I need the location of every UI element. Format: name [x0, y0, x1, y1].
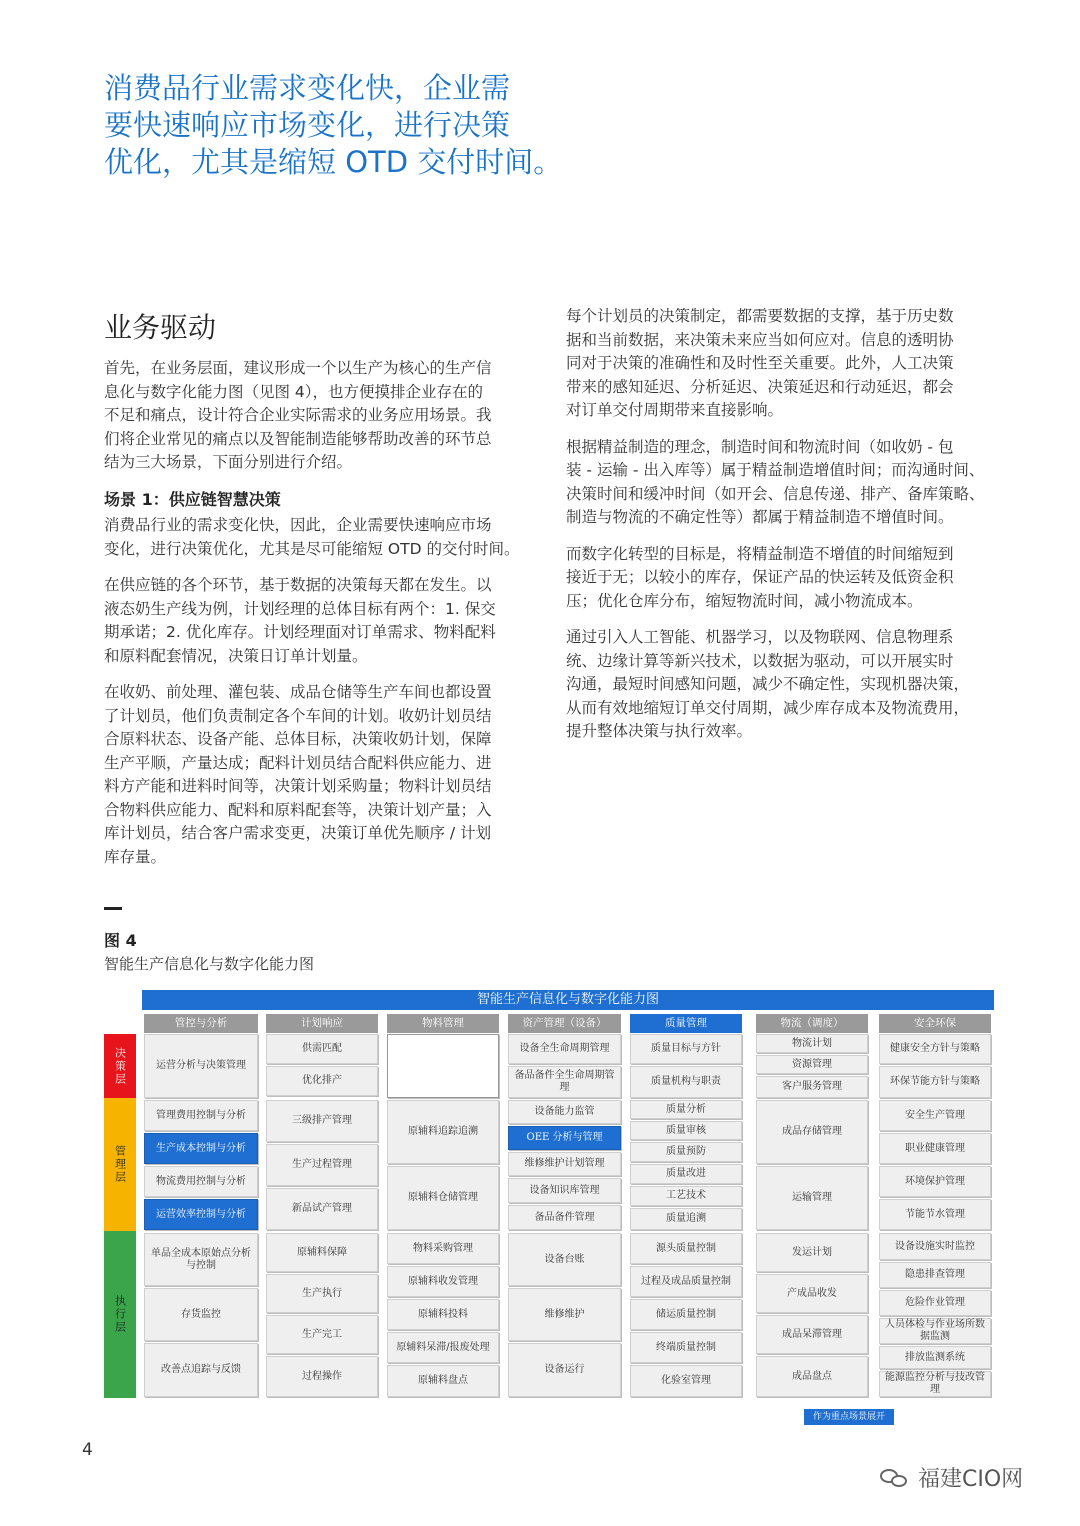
text-line: 合物料供应能力、配料和原料配套等，决策计划产量；入 [104, 800, 492, 819]
scenario-title: 场景 1：供应链智慧决策 [104, 489, 281, 509]
empty-cell [387, 1034, 499, 1098]
capability-cell: 供需匹配 [266, 1034, 378, 1064]
text-line: 首先，在业务层面，建议形成一个以生产为核心的生产信 [104, 359, 492, 377]
text-line: 统、边缘计算等新兴技术，以数据为驱动，可以开展实时 [566, 651, 954, 670]
text-line: 库计划员，结合客户需求变更，决策订单优先顺序 / 计划 [104, 824, 492, 842]
capability-cell: 原辅料盘点 [387, 1365, 499, 1397]
diagram-banner: 智能生产信息化与数字化能力图 [142, 990, 994, 1010]
capability-cell: 健康安全方针与策略 [879, 1034, 991, 1064]
capability-cell: 终端质量控制 [630, 1332, 742, 1363]
headline-line: 消费品行业需求变化快，企业需 [104, 71, 511, 105]
capability-cell: 质量追溯 [630, 1208, 742, 1230]
capability-cell: 设备设施实时监控 [879, 1233, 991, 1260]
paragraph [104, 514, 518, 561]
capability-cell: 生产完工 [266, 1315, 378, 1354]
section-title: 业务驱动 [104, 311, 217, 344]
capability-cell: 管理费用控制与分析 [144, 1100, 258, 1131]
wechat-icon [880, 1467, 910, 1489]
figure-divider [104, 907, 122, 910]
capability-cell-highlight: OEE 分析与管理 [508, 1126, 621, 1150]
layer-label: 管理层 [113, 1145, 127, 1184]
capability-cell: 产成品收发 [756, 1274, 868, 1313]
capability-cell: 成品存储管理 [756, 1100, 868, 1164]
column-head: 物料管理 [387, 1014, 499, 1033]
paragraph [104, 681, 518, 869]
headline [104, 70, 563, 181]
paragraph [104, 574, 518, 668]
text-line: 们将企业常见的痛点以及智能制造能够帮助改善的环节总 [104, 429, 492, 448]
capability-cell: 过程及成品质量控制 [630, 1266, 742, 1297]
capability-cell: 化验室管理 [630, 1365, 742, 1397]
text-line: 制造与物流的不确定性等）都属于精益制造不增值时间。 [566, 508, 954, 526]
capability-cell: 环保节能方针与策略 [879, 1066, 991, 1098]
capability-cell: 能源监控分析与技改管理 [879, 1371, 991, 1397]
capability-cell: 人员体检与作业场所数据监测 [879, 1318, 991, 1344]
capability-cell: 节能节水管理 [879, 1199, 991, 1230]
capability-cell: 客户服务管理 [756, 1076, 868, 1098]
capability-cell: 存货监控 [144, 1288, 258, 1341]
text-line: 了计划员，他们负责制定各个车间的计划。收奶计划员结 [104, 706, 492, 725]
text-line: 通过引入人工智能、机器学习，以及物联网、信息物理系 [566, 628, 954, 646]
capability-cell: 职业健康管理 [879, 1133, 991, 1164]
capability-cell: 单品全成本原始点分析与控制 [144, 1233, 258, 1286]
headline-line: 要快速响应市场变化，进行决策 [104, 108, 511, 142]
capability-cell: 设备运行 [508, 1343, 621, 1397]
watermark-text: 福建CIO网 [918, 1467, 1024, 1492]
text-line: 从而有效地缩短订单交付周期，减少库存成本及物流费用， [566, 698, 970, 717]
capability-cell: 排放监测系统 [879, 1346, 991, 1369]
text-line: 在供应链的各个环节，基于数据的决策每天都在发生。以 [104, 576, 492, 594]
text-line: 期承诺；2. 优化库存。计划经理面对订单需求、物料配料 [104, 623, 496, 641]
text-line: 和原料配套情况，决策日订单计划量。 [104, 646, 368, 665]
layer-management [104, 1098, 136, 1231]
capability-cell: 危险作业管理 [879, 1290, 991, 1316]
capability-cell: 改善点追踪与反馈 [144, 1343, 258, 1397]
capability-cell: 工艺技术 [630, 1186, 742, 1206]
capability-cell: 运营分析与决策管理 [144, 1034, 258, 1098]
text-line: 决策时间和缓冲时间（如开会、信息传递、排产、备库策略、 [566, 484, 985, 503]
text-line: 消费品行业的需求变化快，因此，企业需要快速响应市场 [104, 516, 492, 534]
text-line: 沟通，最短时间感知问题，减少不确定性，实现机器决策， [566, 675, 970, 693]
capability-cell: 质量改进 [630, 1164, 742, 1184]
column-head: 计划响应 [266, 1014, 378, 1033]
capability-cell: 质量分析 [630, 1100, 742, 1119]
capability-cell: 质量审核 [630, 1121, 742, 1140]
column-head: 质量管理 [630, 1014, 742, 1033]
text-line: 压；优化仓库分布，缩短物流时间，减小物流成本。 [566, 591, 923, 610]
text-line: 不足和痛点，设计符合企业实际需求的业务应用场景。我 [104, 406, 492, 424]
capability-cell: 新品试产管理 [266, 1188, 378, 1230]
capability-cell: 环境保护管理 [879, 1166, 991, 1197]
text-line: 息化与数字化能力图（见图 4），也方便摸排企业存在的 [104, 382, 484, 401]
column-head: 物流（调度） [756, 1014, 868, 1033]
column-head: 资产管理（设备） [508, 1014, 621, 1033]
capability-cell: 物流费用控制与分析 [144, 1166, 258, 1197]
text-line: 装 - 运输 - 出入库等）属于精益制造增值时间；而沟通时间、 [566, 461, 985, 479]
capability-cell: 生产执行 [266, 1274, 378, 1313]
paragraph [566, 305, 980, 423]
paragraph [566, 626, 980, 744]
text-line: 液态奶生产线为例，计划经理的总体目标有两个：1. 保交 [104, 599, 496, 618]
page-number: 4 [82, 1440, 93, 1460]
text-line: 提升整体决策与执行效率。 [566, 722, 753, 740]
text-line: 库存量。 [104, 847, 167, 866]
capability-cell: 质量预防 [630, 1142, 742, 1162]
text-line: 在收奶、前处理、灌包装、成品仓储等生产车间也都设置 [104, 683, 492, 701]
text-line: 料方产能和进料时间等，决策计划采购量；物料计划员结 [104, 777, 492, 795]
capability-cell: 备品备件管理 [508, 1205, 621, 1230]
watermark [880, 1462, 1023, 1493]
text-line: 每个计划员的决策制定，都需要数据的支撑，基于历史数 [566, 307, 954, 325]
layer-decision [104, 1034, 136, 1098]
capability-cell-highlight: 生产成本控制与分析 [144, 1133, 258, 1164]
capability-cell: 生产过程管理 [266, 1144, 378, 1186]
capability-cell: 原辅料保障 [266, 1233, 378, 1272]
text-line: 接近于无；以较小的库存，保证产品的快运转及低资金积 [566, 568, 954, 586]
capability-cell: 原辅料收发管理 [387, 1266, 499, 1297]
capability-cell-highlight: 运营效率控制与分析 [144, 1199, 258, 1230]
capability-cell: 储运质量控制 [630, 1299, 742, 1330]
text-line: 合原料状态、设备产能、总体目标，决策收奶计划，保障 [104, 730, 492, 748]
text-line: 根据精益制造的理念，制造时间和物流时间（如收奶 - 包 [566, 437, 954, 456]
figure-label: 图 4 [104, 931, 137, 950]
capability-cell: 过程操作 [266, 1356, 378, 1397]
capability-cell: 成品呆滞管理 [756, 1315, 868, 1354]
text-line: 结为三大场景，下面分别进行介绍。 [104, 453, 353, 471]
capability-cell: 物料采购管理 [387, 1233, 499, 1264]
text-line: 而数字化转型的目标是，将精益制造不增值的时间缩短到 [566, 544, 954, 563]
capability-cell: 资源管理 [756, 1055, 868, 1074]
capability-cell: 源头质量控制 [630, 1233, 742, 1264]
capability-diagram [104, 990, 994, 1422]
capability-cell: 成品盘点 [756, 1356, 868, 1397]
text-line: 对订单交付周期带来直接影响。 [566, 401, 784, 419]
text-line: 带来的感知延迟、分析延迟、决策延迟和行动延迟，都会 [566, 377, 954, 396]
capability-cell: 维修维护计划管理 [508, 1152, 621, 1176]
capability-cell: 质量机构与职责 [630, 1066, 742, 1098]
capability-cell: 设备台账 [508, 1233, 621, 1286]
capability-cell: 三级排产管理 [266, 1100, 378, 1142]
text-line: 同对于决策的准确性和及时性至关重要。此外，人工决策 [566, 354, 954, 372]
legend-key: 作为重点场景展开 [804, 1409, 894, 1425]
column-head: 安全环保 [879, 1014, 991, 1033]
capability-cell: 维修维护 [508, 1288, 621, 1341]
column-head: 管控与分析 [144, 1014, 258, 1033]
capability-cell: 设备能力监管 [508, 1100, 621, 1124]
capability-cell: 原辅料呆滞/报废处理 [387, 1332, 499, 1363]
capability-cell: 运输管理 [756, 1166, 868, 1230]
capability-cell: 质量目标与方针 [630, 1034, 742, 1064]
capability-cell: 设备全生命周期管理 [508, 1034, 621, 1064]
right-column [566, 305, 985, 757]
capability-cell: 备品备件全生命周期管理 [508, 1066, 621, 1098]
text-line: 据和当前数据，来决策未来应当如何应对。信息的透明协 [566, 330, 954, 349]
capability-cell: 安全生产管理 [879, 1100, 991, 1131]
paragraph [566, 543, 980, 614]
layer-label: 决策层 [113, 1046, 127, 1086]
paragraph [566, 436, 985, 530]
capability-cell: 发运计划 [756, 1233, 868, 1272]
figure-caption: 智能生产信息化与数字化能力图 [104, 955, 315, 973]
capability-cell: 原辅料投料 [387, 1299, 499, 1330]
capability-cell: 原辅料仓储管理 [387, 1166, 499, 1230]
paragraph [104, 357, 518, 475]
capability-cell: 优化排产 [266, 1066, 378, 1096]
capability-cell: 原辅料追踪追溯 [387, 1100, 499, 1164]
headline-line: 优化，尤其是缩短 OTD 交付时间。 [104, 145, 563, 179]
left-column [104, 357, 518, 882]
capability-cell: 隐患排查管理 [879, 1262, 991, 1288]
layer-execution [104, 1231, 136, 1398]
layer-label: 执行层 [113, 1295, 127, 1334]
capability-cell: 设备知识库管理 [508, 1178, 621, 1203]
capability-cell: 物流计划 [756, 1034, 868, 1053]
text-line: 变化，进行决策优化，尤其是尽可能缩短 OTD 的交付时间。 [104, 539, 520, 558]
text-line: 生产平顺，产量达成；配料计划员结合配料供应能力、进 [104, 753, 492, 772]
